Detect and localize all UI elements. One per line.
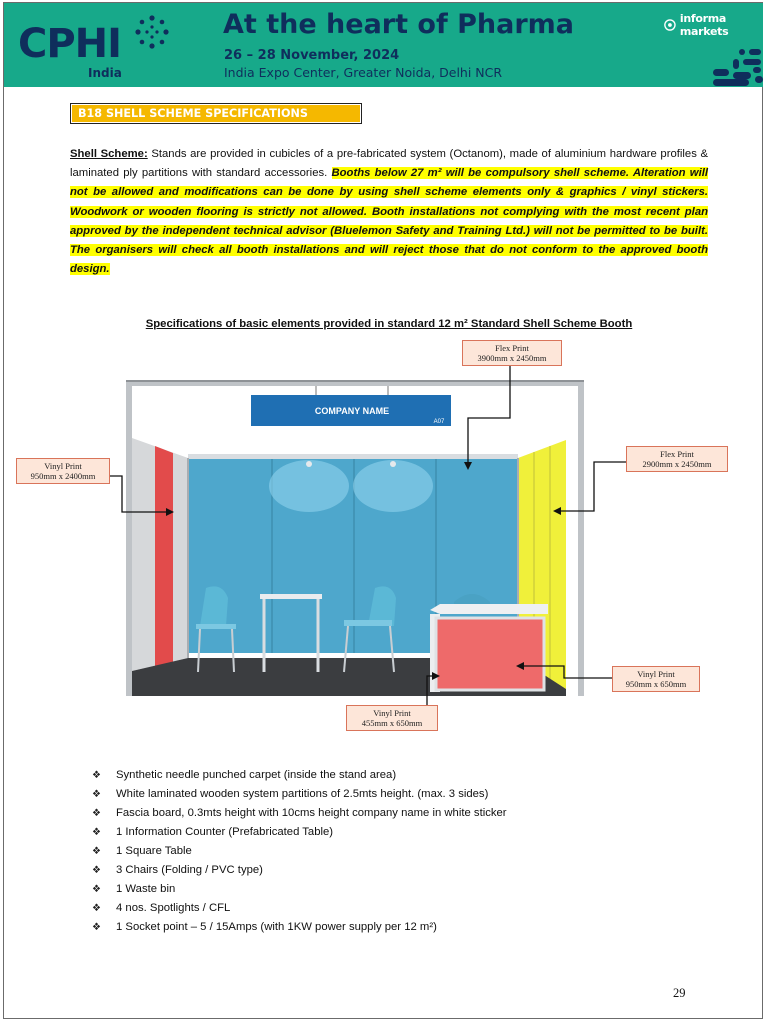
cphi-logo-sub: India [88, 66, 122, 80]
informa-markets-text: informa markets [679, 12, 729, 38]
callout-vinyl-counter-side [346, 705, 438, 731]
callout-flex-back-title: Flex Print [495, 343, 529, 353]
callout-flex-back-size: 3900mm x 2450mm [477, 353, 547, 363]
cphi-dots-icon [130, 13, 174, 51]
booth-illustration [10, 336, 758, 746]
list-item: ❖ White laminated wooden system partitions of 2.5mts height. (max. 3 sides) [92, 785, 712, 804]
callout-vinyl-counter-front [612, 666, 700, 692]
callout-vinyl-left-title: Vinyl Print [44, 461, 82, 471]
pharma-emblem-icon [709, 47, 767, 87]
header-title: At the heart of Pharma [223, 9, 575, 40]
callout-vinyl-counter-front-title: Vinyl Print [637, 669, 675, 679]
fascia-company-name: COMPANY NAME [314, 406, 390, 416]
list-item: ❖ 3 Chairs (Folding / PVC type) [92, 861, 712, 880]
shell-scheme-body: Stands are provided in cubicles of a pre-fabricated system (Octanom), made of aluminium hardware profiles & laminated ply partitions with standard accessories. [70, 148, 708, 180]
callout-vinyl-counter-side-size: 455mm x 650mm [361, 718, 423, 728]
event-venue: India Expo Center, Greater Noida, Delhi NCR [224, 65, 503, 80]
section-heading: B18 SHELL SCHEME SPECIFICATIONS [72, 105, 360, 122]
event-dates: 26 – 28 November, 2024 [224, 48, 400, 63]
shell-scheme-label: Shell Scheme: [70, 148, 148, 160]
shell-scheme-paragraph [70, 145, 708, 279]
callout-vinyl-left-size: 950mm x 2400mm [30, 471, 96, 481]
booth-elements-list [92, 766, 712, 937]
list-item: ❖ 1 Waste bin [92, 880, 712, 899]
diamond-bullet-icon: ❖ [92, 827, 101, 838]
diamond-bullet-icon: ❖ [92, 865, 101, 876]
list-item: ❖ 1 Socket point – 5 / 15Amps (with 1KW power supply per 12 m²) [92, 918, 712, 937]
list-item: ❖ Fascia board, 0.3mts height with 10cms height company name in white sticker [92, 804, 712, 823]
section-heading-box [70, 103, 362, 124]
diamond-bullet-icon: ❖ [92, 770, 101, 781]
diamond-bullet-icon: ❖ [92, 808, 101, 819]
callout-flex-side-size: 2900mm x 2450mm [642, 459, 712, 469]
diamond-bullet-icon: ❖ [92, 922, 101, 933]
callout-flex-back [462, 340, 562, 366]
spec-title: Specifications of basic elements provided in standard 12 m² Standard Shell Scheme Booth [145, 318, 633, 330]
callout-vinyl-counter-front-size: 950mm x 650mm [625, 679, 687, 689]
fascia-code: A07 [433, 419, 445, 425]
list-item: ❖ 1 Square Table [92, 842, 712, 861]
list-item: ❖ 4 nos. Spotlights / CFL [92, 899, 712, 918]
diamond-bullet-icon: ❖ [92, 789, 101, 800]
page-number: 29 [673, 986, 686, 1000]
list-item: ❖ Synthetic needle punched carpet (inside the stand area) [92, 766, 712, 785]
header-banner [4, 3, 763, 87]
list-item: ❖ 1 Information Counter (Prefabricated Table) [92, 823, 712, 842]
informa-circle-icon [664, 18, 676, 32]
diamond-bullet-icon: ❖ [92, 903, 101, 914]
shell-scheme-highlight: Booths below 27 m² will be compulsory shell scheme. Alteration will not be allowed and modifications can be done by using shell scheme elements only & graphics / vinyl stickers. Woodwork or wooden flooring is strictly not allowed. Booth installations not complying with the most recent plan approved by the independent technical advisor (Bluelemon Safety and Training Ltd.) will not be permitted to be built. The organisers will check all booth installations and will reject those that do not conform to the approved booth design. [70, 167, 708, 276]
diamond-bullet-icon: ❖ [92, 846, 101, 857]
callout-flex-side-title: Flex Print [660, 449, 694, 459]
cphi-logo-text: CPHI [18, 21, 122, 67]
callout-vinyl-left [16, 458, 110, 484]
diamond-bullet-icon: ❖ [92, 884, 101, 895]
callout-vinyl-counter-side-title: Vinyl Print [373, 708, 411, 718]
callout-flex-side [626, 446, 728, 472]
informa-markets-logo [664, 12, 763, 38]
